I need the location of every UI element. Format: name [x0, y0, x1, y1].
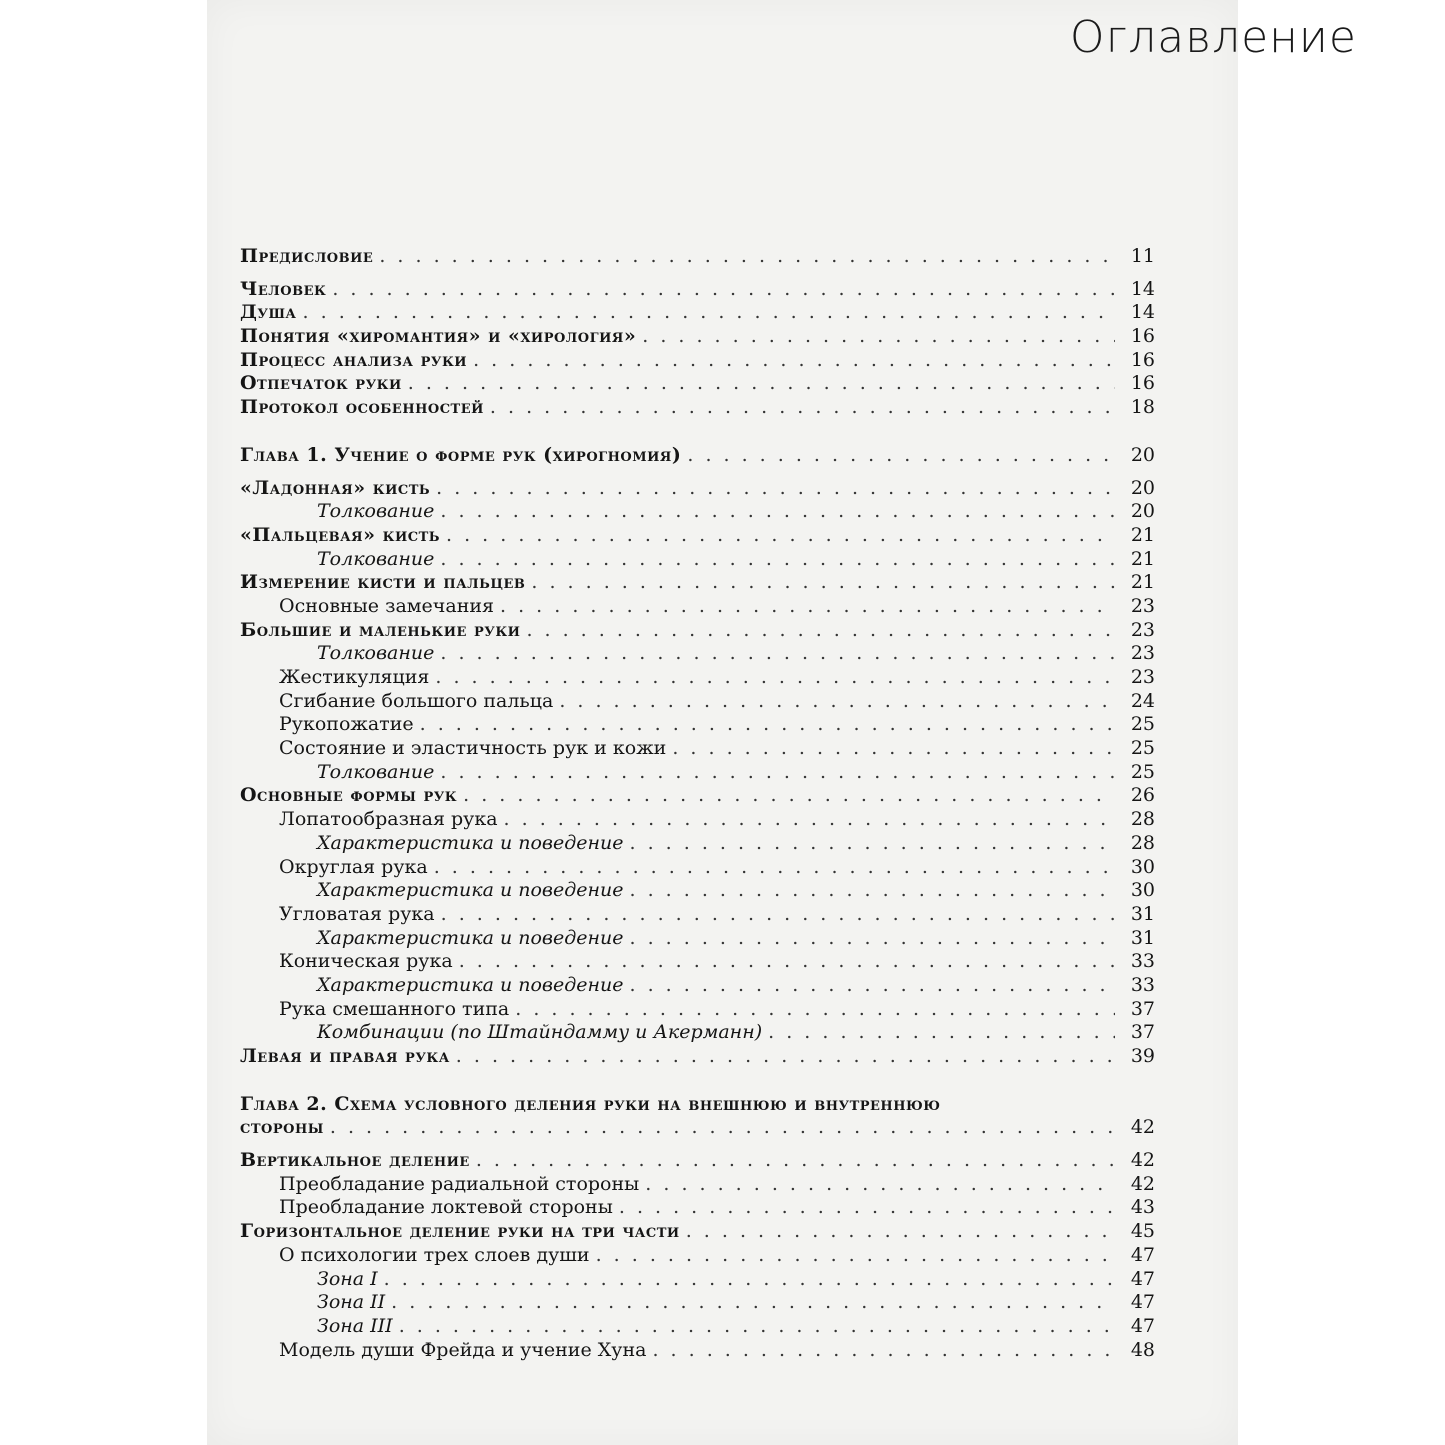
leader-dots — [440, 761, 1115, 785]
leader-dots — [526, 619, 1115, 643]
toc-chapter-2 — [240, 1093, 1155, 1140]
toc-page-number: 33 — [1130, 973, 1155, 996]
toc-page-number: 39 — [1130, 1045, 1155, 1067]
leader-dots — [441, 903, 1115, 927]
leader-dots — [630, 974, 1116, 998]
toc-label: О психологии трех слоев души — [279, 1243, 590, 1266]
leader-dots — [768, 1021, 1115, 1045]
toc-intro-section — [240, 278, 1155, 420]
toc-label: Характеристика и поведение — [317, 926, 624, 949]
toc-entry — [240, 301, 1155, 325]
toc-page-number: 42 — [1130, 1149, 1155, 1172]
toc-page-number: 31 — [1130, 902, 1155, 925]
toc-page-number: 37 — [1130, 1021, 1155, 1044]
toc-label: Состояние и эластичность рук и кожи — [279, 737, 667, 760]
toc-label: Рука смешанного типа — [279, 997, 510, 1020]
toc-label: Жестикуляция — [279, 666, 430, 688]
toc-entry — [240, 372, 1155, 396]
toc-page-number: 28 — [1130, 831, 1155, 854]
leader-dots — [652, 1339, 1115, 1363]
toc-label: Зона I — [317, 1267, 378, 1290]
toc-label: Лопатообразная рука — [279, 808, 498, 831]
toc-page-number: 24 — [1130, 689, 1155, 712]
toc-entry — [240, 856, 1155, 880]
toc-label: Процесс анализа руки — [240, 348, 468, 371]
toc-page-number: 45 — [1130, 1220, 1155, 1243]
toc-entry — [240, 879, 1155, 903]
toc-entry — [240, 832, 1155, 856]
toc-label: Вертикальное деление — [240, 1149, 470, 1172]
toc-entry — [240, 666, 1155, 690]
toc-entry — [240, 761, 1155, 785]
leader-dots — [504, 808, 1115, 832]
toc-entry — [240, 927, 1155, 951]
toc-page-number: 16 — [1130, 372, 1155, 395]
toc-page-number: 21 — [1130, 547, 1155, 570]
toc-label: Глава 1. Учение о форме рук (хирогномия) — [240, 443, 682, 466]
leader-dots — [559, 690, 1115, 714]
toc-label: Рукопожатие — [279, 713, 414, 736]
toc-label-line-1: Глава 2. Схема условного деления руки на внешнюю и внутреннюю — [240, 1092, 941, 1115]
toc-label: Измерение кисти и пальцев — [240, 571, 526, 594]
leader-dots — [515, 998, 1115, 1022]
toc-label: Характеристика и поведение — [317, 973, 624, 996]
toc-label: Горизонтальное деление руки на три части — [240, 1220, 680, 1243]
toc-label: Толкование — [317, 642, 435, 665]
toc-label: Округлая рука — [279, 855, 428, 878]
leader-dots — [446, 524, 1115, 548]
toc-page-number: 43 — [1130, 1196, 1155, 1219]
toc-page-number: 18 — [1130, 396, 1155, 419]
leader-dots — [459, 950, 1115, 974]
toc-page-number: 23 — [1130, 618, 1155, 641]
toc-entry — [240, 325, 1155, 349]
leader-dots — [420, 713, 1115, 737]
toc-entry — [240, 595, 1155, 619]
leader-dots — [303, 301, 1115, 325]
toc-label: Толкование — [317, 500, 435, 523]
toc-label: Душа — [240, 301, 297, 324]
toc-entry — [240, 571, 1155, 595]
leader-dots — [630, 927, 1116, 951]
toc-label: Отпечаток руки — [240, 372, 402, 395]
toc-label: Зона II — [317, 1291, 386, 1314]
toc-entry — [240, 477, 1155, 501]
toc-entry — [240, 524, 1155, 548]
toc-page-number: 14 — [1130, 301, 1155, 324]
toc-page-number: 42 — [1130, 1116, 1155, 1139]
toc-label: Основные формы рук — [240, 784, 458, 807]
toc-page-number: 26 — [1130, 784, 1155, 807]
leader-dots — [630, 879, 1116, 903]
toc-label: Комбинации (по Штайндамму и Акерманн) — [317, 1021, 763, 1044]
leader-dots — [686, 1220, 1115, 1244]
toc-entry — [240, 548, 1155, 572]
leader-dots — [399, 1315, 1115, 1339]
toc-entry — [240, 1173, 1155, 1197]
toc-entry — [240, 950, 1155, 974]
leader-dots — [440, 642, 1115, 666]
page-title: Оглавление — [1069, 12, 1357, 63]
leader-dots — [642, 325, 1115, 349]
leader-dots — [473, 349, 1115, 373]
toc-label: Угловатая рука — [279, 902, 435, 925]
leader-dots — [531, 571, 1115, 595]
toc-entry — [240, 1021, 1155, 1045]
toc-entry — [240, 1291, 1155, 1315]
toc-entry — [240, 1244, 1155, 1268]
leader-dots — [384, 1268, 1115, 1292]
leader-dots — [391, 1291, 1115, 1315]
toc-entry — [240, 903, 1155, 927]
toc-entry — [240, 974, 1155, 998]
leader-dots — [408, 372, 1115, 396]
toc-page-number: 33 — [1130, 950, 1155, 973]
toc-entry — [240, 642, 1155, 666]
leader-dots — [463, 784, 1115, 808]
toc-page-number: 23 — [1130, 594, 1155, 617]
toc-label: Предисловие — [240, 245, 374, 267]
toc-page-number: 48 — [1130, 1338, 1155, 1361]
toc-label: Модель души Фрейда и учение Хуна — [279, 1338, 647, 1361]
toc-entry — [240, 1315, 1155, 1339]
leader-dots — [436, 477, 1115, 501]
toc-entry — [240, 1220, 1155, 1244]
leader-dots — [440, 548, 1115, 572]
leader-dots — [440, 500, 1115, 524]
toc-label: Левая и правая рука — [240, 1045, 450, 1067]
toc-page-number: 47 — [1130, 1314, 1155, 1337]
leader-dots — [672, 737, 1115, 761]
toc-entry — [240, 713, 1155, 737]
toc-label: Человек — [240, 277, 327, 300]
toc-page-number: 28 — [1130, 808, 1155, 831]
leader-dots — [330, 1116, 1115, 1140]
leader-dots — [630, 832, 1116, 856]
leader-dots — [490, 396, 1115, 420]
toc-label: «Ладонная» кисть — [240, 476, 431, 499]
toc-page-number: 21 — [1130, 571, 1155, 594]
toc-entry — [240, 349, 1155, 373]
leader-dots — [645, 1173, 1115, 1197]
toc-chapter-2-line-2 — [240, 1116, 1155, 1140]
toc-label: Толкование — [317, 547, 435, 570]
toc-label: Большие и маленькие руки — [240, 618, 521, 641]
leader-dots — [687, 444, 1115, 468]
toc-page-number: 37 — [1130, 997, 1155, 1020]
toc-page-number: 25 — [1130, 737, 1155, 760]
toc-label: Характеристика и поведение — [317, 879, 624, 902]
toc-chapter-2-section — [240, 1149, 1155, 1362]
toc-label: Протокол особенностей — [240, 396, 484, 419]
toc-page-number: 20 — [1130, 443, 1155, 466]
toc-page-number: 47 — [1130, 1291, 1155, 1314]
toc-page-number: 47 — [1130, 1267, 1155, 1290]
toc-page-number: 21 — [1130, 523, 1155, 546]
toc-page-number: 11 — [1130, 245, 1155, 267]
toc-entry — [240, 690, 1155, 714]
toc-entry — [240, 737, 1155, 761]
toc-page-number: 16 — [1130, 348, 1155, 371]
toc-entry — [240, 1196, 1155, 1220]
leader-dots — [434, 856, 1115, 880]
leader-dots — [379, 245, 1115, 269]
leader-dots — [456, 1045, 1115, 1069]
toc-entry — [240, 500, 1155, 524]
toc-entry — [240, 396, 1155, 420]
toc-label: Коническая рука — [279, 950, 453, 973]
toc-entry — [240, 1339, 1155, 1363]
toc-page-number: 25 — [1130, 713, 1155, 736]
toc-label: Понятия «хиромантия» и «хирология» — [240, 325, 637, 348]
toc-page-number: 42 — [1130, 1172, 1155, 1195]
toc-page-number: 14 — [1130, 277, 1155, 300]
toc-chapter-1-section — [240, 477, 1155, 1069]
toc-label: Преобладание локтевой стороны — [279, 1196, 613, 1219]
toc-page-number: 31 — [1130, 926, 1155, 949]
toc-page-number: 20 — [1130, 476, 1155, 499]
leader-dots — [332, 278, 1115, 302]
toc-page-number: 20 — [1130, 500, 1155, 523]
toc-label: Характеристика и поведение — [317, 831, 624, 854]
toc-page-number: 47 — [1130, 1243, 1155, 1266]
toc-label: Основные замечания — [279, 594, 495, 617]
leader-dots — [435, 666, 1115, 690]
toc-page-number: 23 — [1130, 666, 1155, 688]
table-of-contents — [240, 245, 1155, 1362]
toc-page-number: 23 — [1130, 642, 1155, 665]
toc-label-line-2: стороны — [240, 1116, 324, 1139]
toc-label: Толкование — [317, 760, 435, 783]
toc-label: «Пальцевая» кисть — [240, 523, 440, 546]
toc-label: Преобладание радиальной стороны — [279, 1172, 640, 1195]
toc-entry — [240, 784, 1155, 808]
toc-page-number: 30 — [1130, 855, 1155, 878]
toc-entry — [240, 808, 1155, 832]
toc-label: Сгибание большого пальца — [279, 689, 554, 712]
toc-entry — [240, 278, 1155, 302]
toc-page-number: 30 — [1130, 879, 1155, 902]
toc-entry — [240, 998, 1155, 1022]
leader-dots — [619, 1196, 1115, 1220]
leader-dots — [476, 1149, 1115, 1173]
toc-entry-preface — [240, 245, 1155, 269]
toc-entry — [240, 1045, 1155, 1069]
toc-entry — [240, 1268, 1155, 1292]
toc-entry — [240, 619, 1155, 643]
toc-page-number: 25 — [1130, 760, 1155, 783]
leader-dots — [500, 595, 1115, 619]
toc-label: Зона III — [317, 1314, 393, 1337]
toc-page-number: 16 — [1130, 325, 1155, 348]
toc-chapter-1 — [240, 444, 1155, 468]
toc-entry — [240, 1149, 1155, 1173]
leader-dots — [596, 1244, 1115, 1268]
